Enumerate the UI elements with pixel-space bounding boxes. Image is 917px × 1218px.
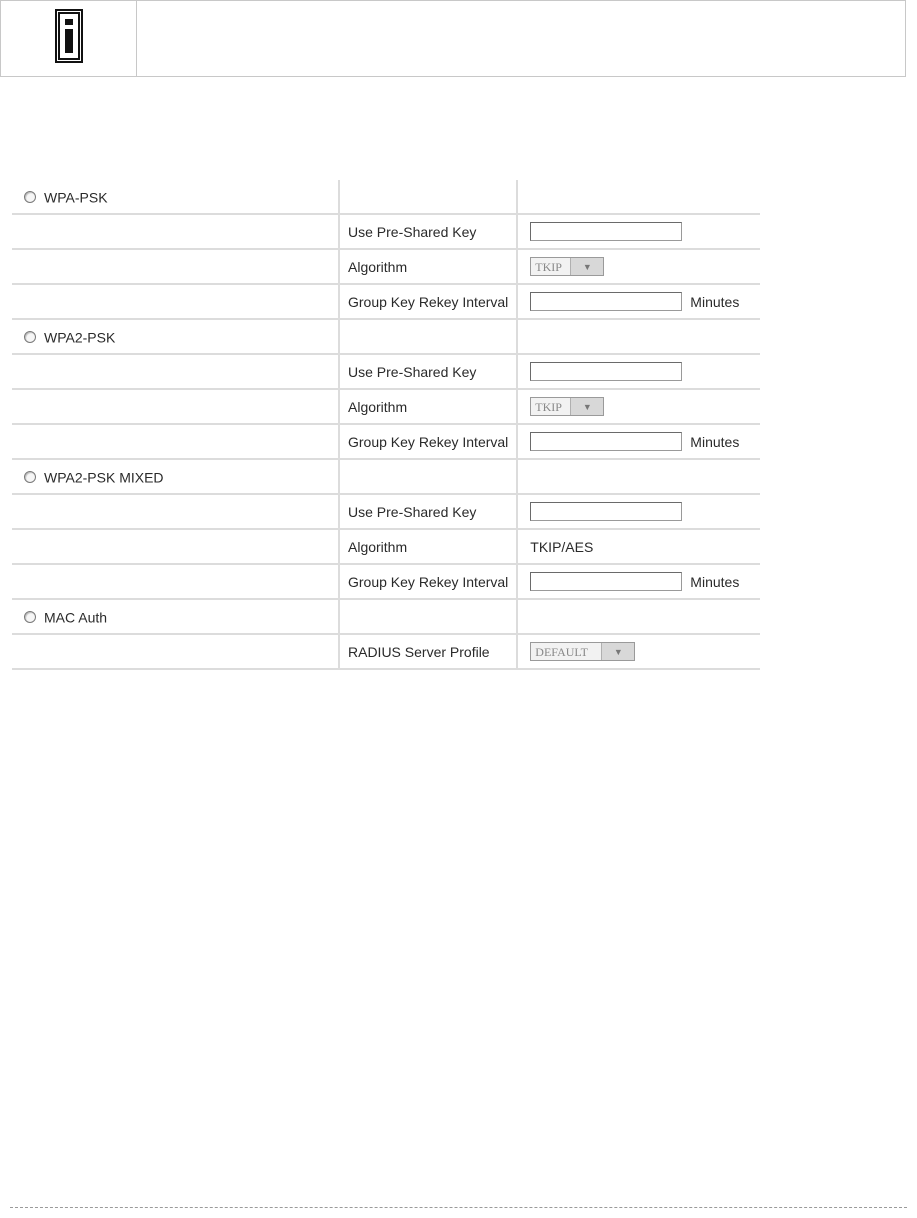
mode-label-mac-auth: MAC Auth (44, 609, 108, 626)
wpa-psk-key-row (12, 214, 760, 249)
field-label: Group Key Rekey Interval (339, 564, 517, 599)
page-footer-divider (10, 1207, 907, 1208)
wpa2-psk-mixed-key-input[interactable] (530, 502, 682, 521)
wpa2-psk-mixed-rekey-row (12, 564, 760, 599)
mode-row-wpa2-psk-mixed (12, 459, 760, 494)
field-label: RADIUS Server Profile (339, 634, 517, 669)
wpa2-psk-rekey-input[interactable] (530, 432, 682, 451)
wpa2-psk-key-input[interactable] (530, 362, 682, 381)
mac-auth-radio[interactable] (24, 611, 36, 623)
info-icon (55, 9, 83, 63)
chevron-down-icon[interactable]: ▼ (570, 398, 603, 415)
wpa2-psk-radio[interactable] (24, 331, 36, 343)
chevron-down-icon[interactable]: ▼ (570, 258, 603, 275)
mode-row-wpa2-psk (12, 319, 760, 354)
mac-auth-radius-row (12, 634, 760, 669)
unit-label: Minutes (690, 293, 740, 310)
note-box (0, 0, 906, 77)
unit-label: Minutes (690, 573, 740, 590)
mode-label-wpa2-psk-mixed: WPA2-PSK MIXED (44, 469, 164, 486)
radius-profile-select[interactable] (530, 642, 635, 661)
wpa2-psk-key-row (12, 354, 760, 389)
wpa2-psk-mixed-algorithm-row (12, 529, 760, 564)
wpa-psk-radio[interactable] (24, 191, 36, 203)
select-value: TKIP (535, 260, 562, 274)
mode-label-wpa2-psk: WPA2-PSK (44, 329, 116, 346)
note-divider (136, 1, 137, 76)
field-label: Use Pre-Shared Key (339, 214, 517, 249)
wpa-psk-rekey-input[interactable] (530, 292, 682, 311)
wpa2-psk-algorithm-row (12, 389, 760, 424)
wpa2-psk-rekey-row (12, 424, 760, 459)
field-label: Algorithm (339, 249, 517, 284)
field-label: Group Key Rekey Interval (339, 424, 517, 459)
wpa2-psk-mixed-rekey-input[interactable] (530, 572, 682, 591)
algorithm-value: TKIP/AES (517, 529, 760, 564)
field-label: Algorithm (339, 389, 517, 424)
chevron-down-icon[interactable]: ▼ (601, 643, 634, 660)
wpa-psk-algorithm-row (12, 249, 760, 284)
wpa2-psk-mixed-key-row (12, 494, 760, 529)
mode-label-wpa-psk: WPA-PSK (44, 189, 108, 206)
wpa-psk-key-input[interactable] (530, 222, 682, 241)
security-mode-table (12, 180, 760, 670)
select-value: TKIP (535, 400, 562, 414)
unit-label: Minutes (690, 433, 740, 450)
mode-row-mac-auth (12, 599, 760, 634)
mode-row-wpa-psk (12, 180, 760, 214)
wpa-psk-rekey-row (12, 284, 760, 319)
field-label: Use Pre-Shared Key (339, 354, 517, 389)
field-label: Use Pre-Shared Key (339, 494, 517, 529)
wpa2-psk-algorithm-select[interactable] (530, 397, 604, 416)
wpa-psk-algorithm-select[interactable] (530, 257, 604, 276)
field-label: Group Key Rekey Interval (339, 284, 517, 319)
select-value: DEFAULT (535, 645, 588, 659)
wpa2-psk-mixed-radio[interactable] (24, 471, 36, 483)
field-label: Algorithm (339, 529, 517, 564)
